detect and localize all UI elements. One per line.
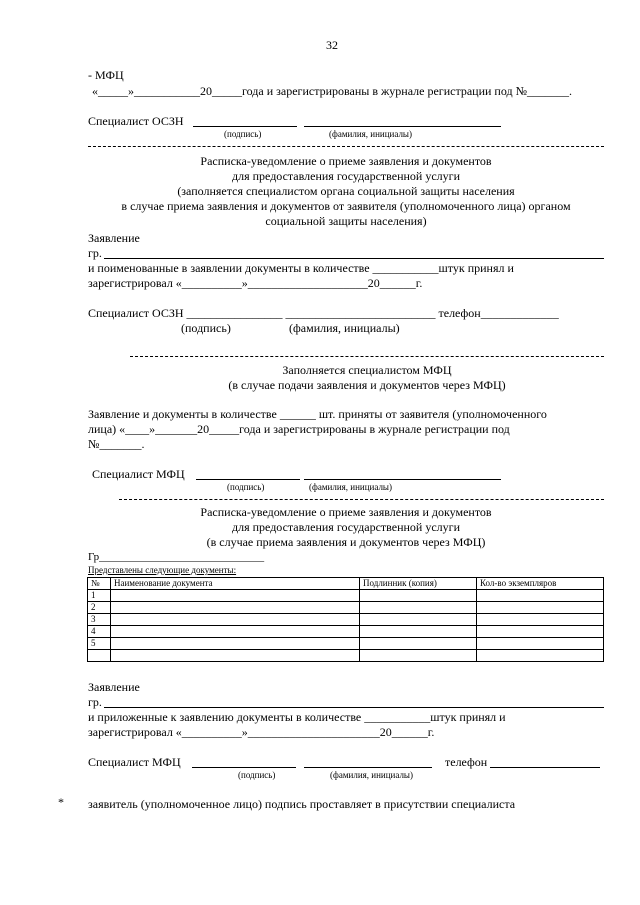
table-cell[interactable] xyxy=(111,590,360,602)
receipt2-phone-line[interactable] xyxy=(490,767,600,768)
table-cell[interactable] xyxy=(477,638,604,650)
receipt1-citizen-line[interactable] xyxy=(104,258,604,259)
table-row[interactable] xyxy=(88,626,604,638)
table-cell[interactable] xyxy=(111,626,360,638)
mfc-subtitle: (в случае подачи заявления и документов через МФЦ) xyxy=(228,378,506,392)
receipt2-phone-label: телефон xyxy=(445,755,488,769)
table-row[interactable] xyxy=(88,602,604,614)
receipt1-sig-hint: (подпись) xyxy=(181,321,231,335)
receipt2-title-1: Расписка-уведомление о приеме заявления и документов xyxy=(200,505,492,519)
table-cell[interactable] xyxy=(360,626,477,638)
registration-line: «_____»___________20_____года и зарегистрированы в журнале регистрации под №_______. xyxy=(92,84,573,98)
receipt1-docs-line: и поименованные в заявлении документы в количестве ___________штук принял и xyxy=(88,261,514,275)
documents-table xyxy=(87,577,604,662)
receipt1-citizen-label: гр. xyxy=(88,246,102,260)
signature-line[interactable] xyxy=(193,126,297,127)
receipt2-statement: Заявление xyxy=(88,680,140,694)
mfc-signature-line[interactable] xyxy=(196,479,300,480)
table-cell[interactable] xyxy=(360,638,477,650)
specialist-oszn-label: Специалист ОСЗН xyxy=(88,114,184,128)
row-number: 4 xyxy=(88,626,111,638)
table-cell[interactable] xyxy=(111,650,360,662)
table-cell[interactable] xyxy=(360,650,477,662)
receipt2-citizen: Гр______________________________ xyxy=(88,551,265,563)
table-row[interactable] xyxy=(88,614,604,626)
cut-line xyxy=(130,356,604,357)
receipt2-citizen-label: гр. xyxy=(88,695,102,709)
receipt2-name-hint: (фамилия, инициалы) xyxy=(330,770,413,780)
receipt2-signature-line[interactable] xyxy=(192,767,296,768)
table-cell[interactable] xyxy=(360,590,477,602)
cut-line xyxy=(119,499,604,500)
table-cell[interactable] xyxy=(111,614,360,626)
receipt2-citizen-line[interactable] xyxy=(104,707,604,708)
receipt1-title-2: для предоставления государственной услуги xyxy=(231,169,461,183)
receipt2-specialist: Специалист МФЦ xyxy=(88,755,181,769)
col-number: № xyxy=(88,578,111,590)
receipt2-title-2: для предоставления государственной услуги xyxy=(231,520,461,534)
mfc-sig-hint: (подпись) xyxy=(227,482,265,492)
table-cell[interactable] xyxy=(477,602,604,614)
signature-hint: (подпись) xyxy=(224,129,262,139)
table-header-row xyxy=(88,578,604,590)
mfc-para-3: №_______. xyxy=(88,437,145,451)
receipt2-registered: зарегистрировал «__________»______________________20______г. xyxy=(88,725,435,739)
row-number: 1 xyxy=(88,590,111,602)
receipt2-sig-hint: (подпись) xyxy=(238,770,276,780)
receipt1-registered: зарегистрировал «__________»____________________20______г. xyxy=(88,276,423,290)
receipt1-name-hint: (фамилия, инициалы) xyxy=(289,321,400,335)
receipt1-specialist: Специалист ОСЗН ________________ _________________________ телефон_____________ xyxy=(88,306,559,320)
mfc-line: - МФЦ xyxy=(88,68,124,82)
row-number xyxy=(88,650,111,662)
mfc-name-hint: (фамилия, инициалы) xyxy=(309,482,392,492)
table-cell[interactable] xyxy=(111,638,360,650)
table-cell[interactable] xyxy=(111,602,360,614)
table-cell[interactable] xyxy=(360,602,477,614)
name-line[interactable] xyxy=(304,126,501,127)
receipt1-statement: Заявление xyxy=(88,231,140,245)
table-row[interactable] xyxy=(88,650,604,662)
col-doc-name: Наименование документа xyxy=(111,578,360,590)
receipt2-title-3: (в случае приема заявления и документов через МФЦ) xyxy=(206,535,486,549)
mfc-specialist: Специалист МФЦ xyxy=(92,467,185,481)
mfc-para-2: лица) «____»_______20_____года и зарегистрированы в журнале регистрации под xyxy=(88,422,510,436)
table-cell[interactable] xyxy=(360,614,477,626)
row-number: 2 xyxy=(88,602,111,614)
col-copies: Кол-во экземпляров xyxy=(477,578,604,590)
footnote-mark: * xyxy=(58,795,64,809)
mfc-para-1: Заявление и документы в количестве ______ шт. приняты от заявителя (уполномоченного xyxy=(88,407,547,421)
cut-line xyxy=(88,146,604,147)
row-number: 5 xyxy=(88,638,111,650)
receipt1-title-3: (заполняется специалистом органа социальной защиты населения xyxy=(177,184,515,198)
mfc-title: Заполняется специалистом МФЦ xyxy=(282,363,452,377)
table-cell[interactable] xyxy=(477,590,604,602)
table-cell[interactable] xyxy=(477,650,604,662)
receipt1-title-4: в случае приема заявления и документов от заявителя (уполномоченного лица) органом xyxy=(121,199,571,213)
receipt1-title-1: Расписка-уведомление о приеме заявления и документов xyxy=(200,154,492,168)
receipt2-name-line[interactable] xyxy=(304,767,432,768)
table-cell[interactable] xyxy=(477,614,604,626)
receipt2-presented: Представлены следующие документы: xyxy=(88,565,237,575)
receipt2-docs-line: и приложенные к заявлению документы в количестве ___________штук принял и xyxy=(88,710,506,724)
name-hint: (фамилия, инициалы) xyxy=(329,129,412,139)
mfc-name-line[interactable] xyxy=(304,479,501,480)
col-original-copy: Подлинник (копия) xyxy=(360,578,477,590)
table-row[interactable] xyxy=(88,590,604,602)
receipt1-title-5: социальной защиты населения) xyxy=(265,214,427,228)
table-cell[interactable] xyxy=(477,626,604,638)
table-row[interactable] xyxy=(88,638,604,650)
row-number: 3 xyxy=(88,614,111,626)
page-number: 32 xyxy=(326,38,338,52)
footnote-text: заявитель (уполномоченное лицо) подпись проставляет в присутствии специалиста xyxy=(88,797,516,811)
